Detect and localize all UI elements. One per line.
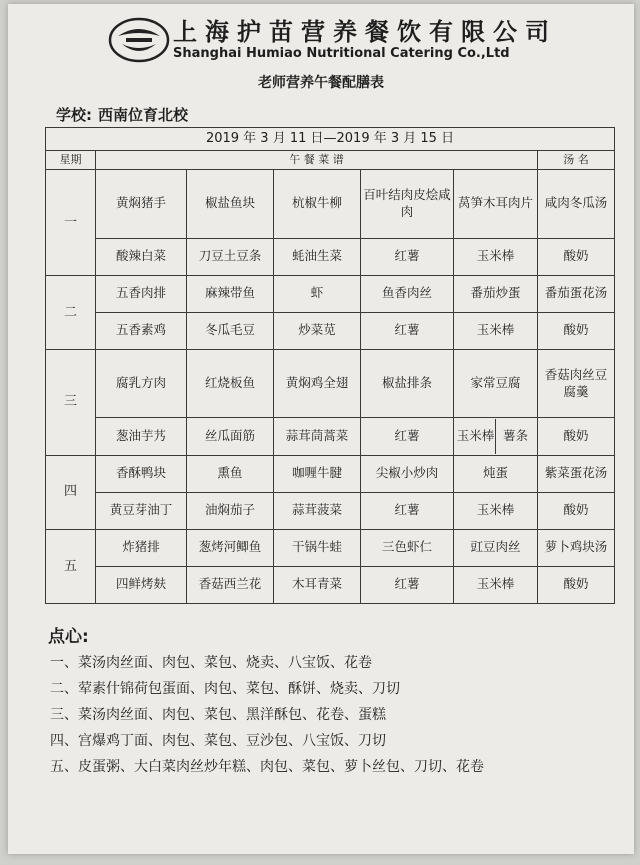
dish-cell: 蒜茸茼蒿菜 [274,418,361,455]
dish-cell: 玉米棒 [454,492,538,529]
dish-cell: 杭椒牛柳 [274,170,361,239]
dish-cell: 丝瓜面筋 [187,418,274,455]
date-range: 2019 年 3 月 11 日—2019 年 3 月 15 日 [46,128,615,151]
company-name-cn: 上海护苗营养餐饮有限公司 [173,17,557,46]
header-dishes: 午 餐 菜 谱 [96,151,538,170]
dish-cell: 红薯 [361,312,454,349]
snack-item: 五、皮蛋粥、大白菜肉丝炒年糕、肉包、菜包、萝卜丝包、刀切、花卷 [50,759,484,775]
dish-cell: 木耳青菜 [274,566,361,603]
dish-cell: 麻辣带鱼 [187,275,274,312]
soup-cell: 咸肉冬瓜汤 [538,170,615,239]
drink-cell: 酸奶 [538,492,615,529]
dish-cell: 红薯 [361,492,454,529]
dish-split-cell [454,418,538,455]
dish-cell: 香酥鸭块 [96,455,187,492]
snack-item: 四、宫爆鸡丁面、肉包、菜包、豆沙包、八宝饭、刀切 [50,733,386,749]
company-logo-icon [108,16,170,64]
dish-cell: 五香肉排 [96,275,187,312]
dish-cell: 虾 [274,275,361,312]
menu-sheet [8,4,634,854]
dish-cell: 四鲜烤麸 [96,566,187,603]
snack-item: 三、菜汤肉丝面、肉包、菜包、黑洋酥包、花卷、蛋糕 [50,707,386,723]
dish-cell: 红薯 [361,566,454,603]
snack-item: 一、菜汤肉丝面、肉包、菜包、烧卖、八宝饭、花卷 [50,655,372,671]
dish-cell: 油焖茄子 [187,492,274,529]
dish-cell: 尖椒小炒肉 [361,455,454,492]
dish-cell: 干锅牛蛙 [274,529,361,566]
dish-cell: 玉米棒 [454,238,538,275]
dish-cell: 葱烤河鲫鱼 [187,529,274,566]
document-title: 老师营养午餐配膳表 [258,75,384,91]
dish-cell: 豇豆肉丝 [454,529,538,566]
company-name-en: Shanghai Humiao Nutritional Catering Co.,Ltd [173,46,510,61]
dish-cell: 百叶结肉皮烩咸肉 [361,170,454,239]
dish-cell: 冬瓜毛豆 [187,312,274,349]
dish-cell: 三色虾仁 [361,529,454,566]
dish-cell: 蚝油生菜 [274,238,361,275]
header-day: 星期 [46,151,96,170]
soup-cell: 萝卜鸡块汤 [538,529,615,566]
dish-cell: 熏鱼 [187,455,274,492]
dish-cell: 香菇西兰花 [187,566,274,603]
dish-cell: 椒盐排条 [361,349,454,418]
snacks-title: 点心: [48,627,89,647]
drink-cell: 酸奶 [538,238,615,275]
dish-cell: 玉米棒 [456,428,495,444]
dish-cell: 鱼香肉丝 [361,275,454,312]
dish-cell: 番茄炒蛋 [454,275,538,312]
day-cell: 三 [46,349,96,455]
soup-cell: 香菇肉丝豆腐羹 [538,349,615,418]
dish-cell: 咖喱牛腱 [274,455,361,492]
school-line [56,104,188,125]
dish-cell: 炒菜苋 [274,312,361,349]
soup-cell: 番茄蛋花汤 [538,275,615,312]
drink-cell: 酸奶 [538,418,615,455]
dish-cell: 炖蛋 [454,455,538,492]
dish-cell: 腐乳方肉 [96,349,187,418]
dish-cell: 家常豆腐 [454,349,538,418]
dish-cell: 玉米棒 [454,312,538,349]
drink-cell: 酸奶 [538,566,615,603]
soup-cell: 紫菜蛋花汤 [538,455,615,492]
day-cell: 二 [46,275,96,349]
dish-cell: 莴笋木耳肉片 [454,170,538,239]
day-cell: 四 [46,455,96,529]
dish-cell: 红薯 [361,418,454,455]
dish-cell: 炸猪排 [96,529,187,566]
lunch-menu-table [45,127,615,604]
dish-cell: 酸辣白菜 [96,238,187,275]
dish-cell: 黄豆芽油丁 [96,492,187,529]
snack-item: 二、荤素什锦荷包蛋面、肉包、菜包、酥饼、烧卖、刀切 [50,681,400,697]
dish-cell: 红薯 [361,238,454,275]
header-soup: 汤 名 [538,151,615,170]
school-name: 西南位育北校 [98,106,189,124]
day-cell: 一 [46,170,96,276]
drink-cell: 酸奶 [538,312,615,349]
dish-cell: 黄焖鸡全翅 [274,349,361,418]
day-cell: 五 [46,529,96,603]
dish-cell: 红烧板鱼 [187,349,274,418]
dish-cell: 黄焖猪手 [96,170,187,239]
snacks-list [50,650,484,780]
dish-cell: 刀豆土豆条 [187,238,274,275]
dish-cell: 蒜茸菠菜 [274,492,361,529]
dish-cell: 薯条 [495,419,535,453]
dish-cell: 五香素鸡 [96,312,187,349]
dish-cell: 玉米棒 [454,566,538,603]
dish-cell: 椒盐鱼块 [187,170,274,239]
dish-cell: 葱油芋艿 [96,418,187,455]
school-label: 学校: [56,106,92,124]
